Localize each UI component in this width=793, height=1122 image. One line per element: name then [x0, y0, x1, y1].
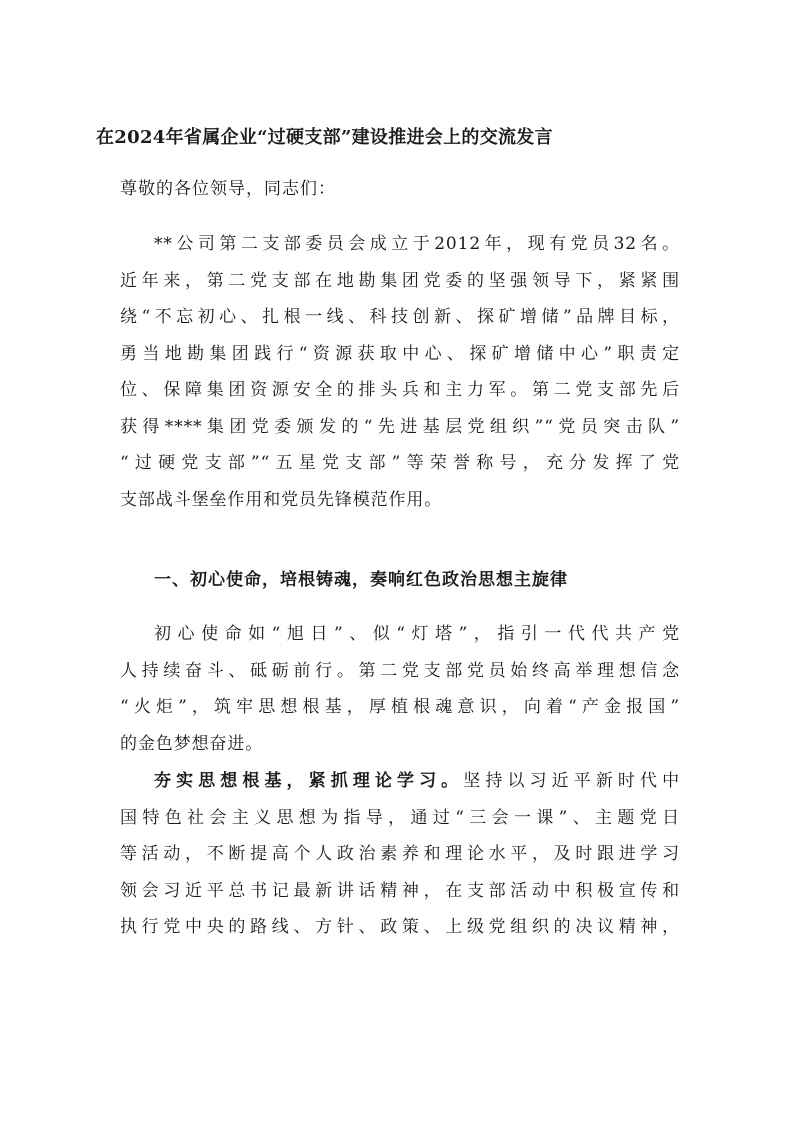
paragraph-line: **公司第二支部委员会成立于2012年，现有党员32名。 — [154, 234, 680, 254]
section-heading-1: 一、初心使命，培根铸魂，奏响红色政治思想主旋律 — [154, 570, 568, 590]
paragraph-line: 国特色社会主义思想为指导，通过“三会一课”、主题党日 — [120, 807, 680, 828]
paragraph-line: 位、保障集团资源安全的排头兵和主力军。第二党支部先后 — [120, 380, 680, 400]
paragraph-line: 近年来，第二党支部在地勘集团党委的坚强领导下，紧紧围 — [120, 270, 680, 291]
paragraph-line: 初心使命如“旭日”、似“灯塔”，指引一代代共产党 — [154, 624, 680, 644]
paragraph-line: 执行党中央的路线、方针、政策、上级党组织的决议精神， — [120, 917, 680, 937]
paragraph-line: 领会习近平总书记最新讲话精神，在支部活动中积极宣传和 — [120, 880, 680, 901]
paragraph-line-rest: 坚持以习近平新时代中 — [463, 771, 680, 791]
document-title: 在2024年省属企业“过硬支部”建设推进会上的交流发言 — [96, 127, 553, 148]
paragraph-theory-study — [120, 763, 680, 946]
paragraph-line: 等活动，不断提高个人政治素养和理论水平，及时跟进学习 — [120, 844, 680, 864]
paragraph-line: “火炬”，筑牢思想根基，厚植根魂意识，向着“产金报国” — [120, 697, 680, 717]
paragraph-line: 获得****集团党委颁发的“先进基层党组织”“党员突击队” — [120, 416, 680, 437]
paragraph-line: 支部战斗堡垒作用和党员先锋模范作用。 — [120, 489, 443, 510]
paragraph-line: 人持续奋斗、砥砺前行。第二党支部党员始终高举理想信念 — [120, 660, 680, 681]
paragraph-lead-phrase: 夯实思想根基，紧抓理论学习。 — [154, 771, 464, 791]
paragraph-mission — [120, 616, 680, 762]
paragraph-line: 勇当地勘集团践行“资源获取中心、探矿增储中心”职责定 — [120, 343, 680, 364]
salutation: 尊敬的各位领导，同志们： — [120, 179, 336, 199]
paragraph-line: “过硬党支部”“五星党支部”等荣誉称号，充分发挥了党 — [120, 453, 680, 473]
paragraph-intro — [120, 226, 680, 518]
paragraph-line: 的金色梦想奋进。 — [120, 733, 264, 754]
paragraph-line: 绕“不忘初心、扎根一线、科技创新、探矿增储”品牌目标， — [120, 307, 680, 327]
paragraph-line — [120, 763, 680, 800]
